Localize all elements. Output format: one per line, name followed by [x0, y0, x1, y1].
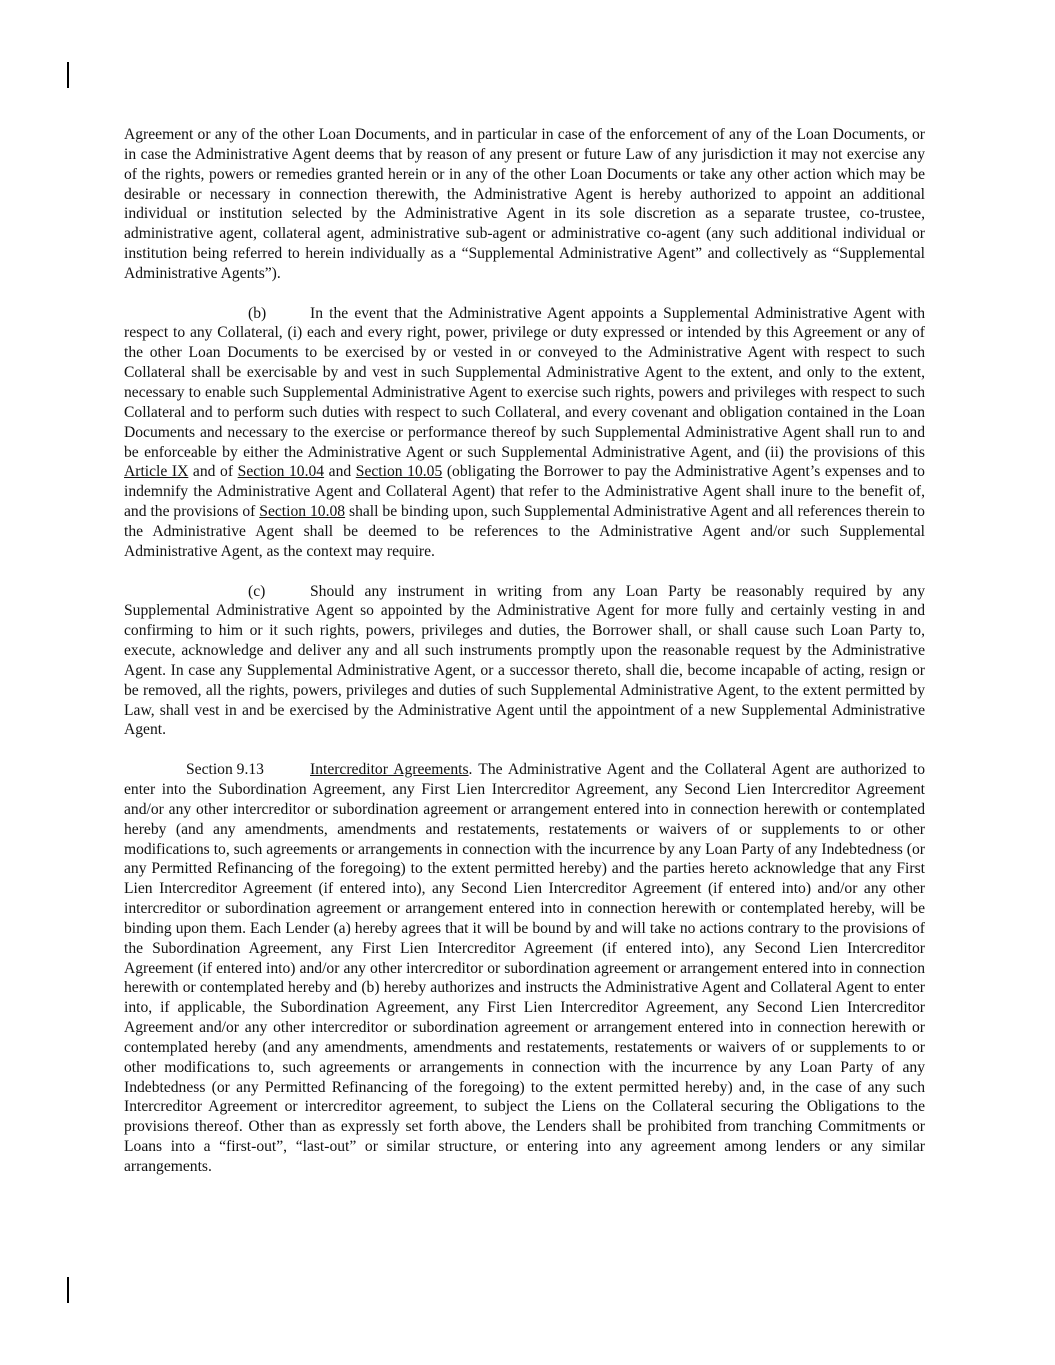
section-number: Section 9.13 [186, 761, 264, 779]
paragraph-a-continued: Agreement or any of the other Loan Documents, and in particular in case of the enforcement of any of the Loan Documents, or in case the Administrative Agent deems that by reason of any present or future Law of any jurisdiction it may not exercise any of the rights, powers or remedies granted herein or in any of the other Loan Documents or take any other action which may be desirable or necessary in connection therewith, the Administrative Agent is hereby authorized to appoint an additional individual or institution selected by the Administrative Agent in its sole discretion as a separate trustee, co-trustee, administrative agent, collateral agent, administrative sub-agent or administrative co-agent (any such additional individual or institution being referred to herein individually as a “Supplemental Administrative Agent” and collectively as “Supplemental Administrative Agents”). [124, 126, 925, 282]
paragraph-b: (b) In the event that the Administrative Agent appoints a Supplemental Administrative Agent with respect to any Collateral, (i) each and every right, power, privilege or duty expressed or intended by this Agreement or any of the other Loan Documents to be exercised by or vested in or conveyed to the Administrative Agent with respect to such Collateral shall be exercisable by and vest in such Supplemental Administrative Agent to the extent, and only to the extent, necessary to enable such Supplemental Administrative Agent to exercise such rights, powers and privileges with respect to such Collateral and to perform such duties with respect to such Collateral, and every covenant and obligation contained in the Loan Documents and necessary to the exercise or performance thereof by such Supplemental Administrative Agent shall run to and be enforceable by either the Administrative Agent or such Supplemental Administrative Agent, and (ii) the provisions of this Article IX and of Section 10.04 and Section 10.05 (obligating the Borrower to pay the Administrative Agent’s expenses and to indemnify the Administrative Agent and Collateral Agent) that refer to the Administrative Agent shall inure to the benefit of, and the provisions of Section 10.08 shall be binding upon, such Supplemental Administrative Agent and all references therein to the Administrative Agent shall be deemed to be references to the Administrative Agent and/or such Supplemental Administrative Agent, as the context may require. [124, 304, 925, 560]
section-9-13: Section 9.13 Intercreditor Agreements. The Administrative Agent and the Collateral Agent are authorized to enter into the Subordination Agreement, any First Lien Intercreditor Agreement, any Second Lien Intercreditor Agreement and/or any other intercreditor or subordination agreement or arrangement entered into in connection herewith or contemplated hereby (and any amendments, amendments and restatements, restatements or waivers of or supplements to or other modifications to, such agreements or arrangements in connection with the incurrence by any Loan Party of any Indebtedness (or any Permitted Refinancing of the foregoing) to the extent permitted hereby) and the parties hereto acknowledge that any First Lien Intercreditor Agreement (if entered into), any Second Lien Intercreditor Agreement (if entered into) and/or any other intercreditor or subordination agreement or arrangement entered into in connection herewith or contemplated hereby, will be binding upon them. Each Lender (a) hereby agrees that it will be bound by and will take no actions contrary to the provisions of the Subordination Agreement, any First Lien Intercreditor Agreement (if entered into), any Second Lien Intercreditor Agreement (if entered into) and/or any other intercreditor or subordination agreement or arrangement entered into in connection herewith or contemplated hereby and (b) hereby authorizes and instructs the Administrative Agent and Collateral Agent to enter into, if applicable, the Subordination Agreement, any First Lien Intercreditor Agreement, any Second Lien Intercreditor Agreement and/or any other intercreditor or subordination agreement or arrangement entered into in connection herewith or contemplated hereby (and any amendments, amendments and restatements, restatements or waivers of or supplements to or other modifications to, such agreements or arrangements in connection with the incurrence by any Loan Party of any Indebtedness (or any Permitted Refinancing of the foregoing) to the extent permitted hereby) and, in the case of any such Intercreditor Agreement or intercreditor agreement, to subject the Liens on the Collateral securing the Obligations to the provisions thereof. Other than as expressly set forth above, the Lenders shall be prohibited from tranching Commitments or Loans into a “first-out”, “last-out” or similar structure, or entering into any agreement among lenders or any similar arrangements. [124, 761, 925, 1176]
document-body [124, 125, 925, 1177]
paragraph-c-label: (c) [248, 582, 266, 600]
margin-change-bar-top [67, 62, 69, 88]
paragraph-c: (c) Should any instrument in writing from any Loan Party be reasonably required by any Supplemental Administrative Agent so appointed by the Administrative Agent for more fully and certainly vesting in and confirming to him or it such rights, powers, privileges and duties, the Borrower shall, or shall cause such Loan Party to, execute, acknowledge and deliver any and all such instruments promptly upon the reasonable request by the Administrative Agent. In case any Supplemental Administrative Agent, or a successor thereto, shall die, become incapable of acting, resign or be removed, all the rights, powers, privileges and duties of such Supplemental Administrative Agent, to the extent permitted by Law, shall vest in and be exercised by the Administrative Agent until the appointment of a new Supplemental Administrative Agent. [124, 582, 925, 739]
paragraph-b-label: (b) [248, 304, 267, 322]
section-title: Intercreditor Agreements [310, 761, 469, 779]
article-ix-reference: Article IX [124, 463, 189, 481]
section-10-08-reference: Section 10.08 [259, 503, 346, 521]
section-10-04-reference: Section 10.04 [237, 463, 325, 481]
margin-change-bar-bottom [67, 1277, 69, 1303]
section-10-05-reference: Section 10.05 [355, 463, 443, 481]
